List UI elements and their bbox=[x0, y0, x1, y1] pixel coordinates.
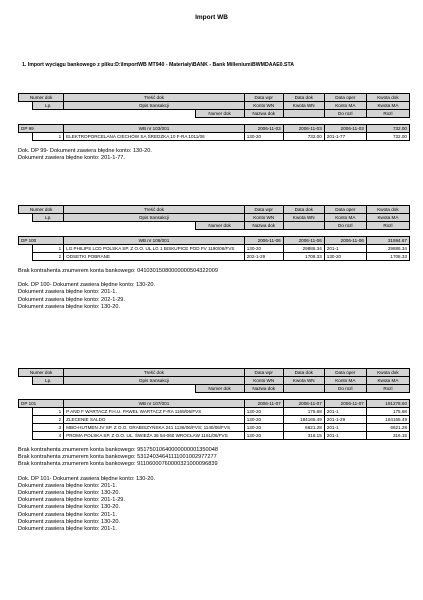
item-kwota-wn: 29886.34 bbox=[283, 245, 324, 253]
header-lp: Lp. bbox=[33, 102, 64, 110]
header-opis: Opis transakcji bbox=[64, 377, 245, 385]
header-kwota-dok: Kwota dok bbox=[366, 94, 409, 102]
message-line: Dokument zawiera błędne konto: 201-1. bbox=[18, 526, 117, 533]
item-kwota-wn: 184165.49 bbox=[283, 416, 324, 424]
item-konto-wn: 202-1-29 bbox=[244, 253, 283, 261]
item-konto-wn: 130-20 bbox=[244, 416, 283, 424]
header-data-oper: Data oper bbox=[324, 94, 366, 102]
header-data-wpr: Data wpr bbox=[244, 369, 283, 377]
doc-data-wpr: 2006-11-07 bbox=[244, 400, 283, 408]
header-do-rozl: Do rozl bbox=[324, 385, 366, 393]
doc-kwota-dok: 732.00 bbox=[366, 125, 409, 133]
header-spacer bbox=[283, 110, 324, 118]
item-indent bbox=[19, 424, 33, 432]
header-indent bbox=[19, 110, 196, 118]
header-kwota-dok: Kwota dok bbox=[366, 369, 409, 377]
header-data-dok: Data dok bbox=[283, 369, 324, 377]
header-numer-dok: Numer dok bbox=[19, 369, 64, 377]
item-lp: 1 bbox=[33, 408, 64, 416]
doc-content: WB nr 107/001 bbox=[64, 400, 245, 408]
item-konto-ma: 201-1-29 bbox=[324, 416, 366, 424]
item-indent bbox=[19, 253, 33, 261]
header-kwota-dok: Kwota dok bbox=[366, 206, 409, 214]
document-block bbox=[18, 368, 410, 533]
header-data-oper: Data oper bbox=[324, 369, 366, 377]
table-row bbox=[19, 432, 410, 440]
doc-data-oper: 2006-11-07 bbox=[324, 400, 366, 408]
header-rozl: Rozl bbox=[366, 385, 409, 393]
table-gap bbox=[19, 118, 410, 125]
item-konto-ma: 201-1 bbox=[324, 432, 366, 440]
header-rozl: Rozl bbox=[366, 222, 409, 230]
header-lp: Lp. bbox=[33, 214, 64, 222]
message-line: Brak kontrahenta znumerem konta bankowego: 95175010640000000001350048 bbox=[18, 447, 218, 453]
doc-number: DP 101 bbox=[19, 400, 64, 408]
header-tresc-dok: Treść dok bbox=[64, 206, 245, 214]
header-nazwa-dok: Nazwa dok bbox=[244, 110, 283, 118]
item-indent bbox=[19, 408, 33, 416]
document-row bbox=[19, 400, 410, 408]
header-tresc-dok: Treść dok bbox=[64, 369, 245, 377]
message-line: Brak kontrahenta znumerem konta bankowego: 91106000760000321000096839 bbox=[18, 461, 218, 468]
item-indent bbox=[19, 133, 33, 141]
header-indent bbox=[19, 222, 196, 230]
header-kwota-ma: Kwota MA bbox=[366, 214, 409, 222]
item-indent bbox=[19, 245, 33, 253]
header-kwota-wn: Kwota WN bbox=[283, 102, 324, 110]
header-numer-dok: Numer dok bbox=[19, 94, 64, 102]
table-row bbox=[19, 408, 410, 416]
header-tresc-dok: Treść dok bbox=[64, 94, 245, 102]
message-line: Dokument zawiera błędne konto: 130-20. bbox=[18, 303, 120, 310]
item-kwota-wn: 175.68 bbox=[283, 408, 324, 416]
header-kwota-wn: Kwota WN bbox=[283, 377, 324, 385]
message-line: Dok. DP 101- Dokument zawiera błędne konto: 130-20. bbox=[18, 475, 156, 482]
document-row bbox=[19, 125, 410, 133]
item-konto-wn: 130-20 bbox=[244, 408, 283, 416]
item-konto-ma: 201-1 bbox=[324, 245, 366, 253]
message-line: Dokument zawiera błędne konto: 130-20. bbox=[18, 490, 120, 497]
message-line: Dokument zawiera błędne konto: 201-1. bbox=[18, 511, 117, 518]
header-konto-ma: Konto MA bbox=[324, 102, 366, 110]
item-kwota-ma: 732.00 bbox=[366, 133, 409, 141]
table-row bbox=[19, 253, 410, 261]
item-lp: 2 bbox=[33, 416, 64, 424]
header-data-dok: Data dok bbox=[283, 206, 324, 214]
doc-content: WB nr 106/001 bbox=[64, 237, 245, 245]
doc-number: DP 100 bbox=[19, 237, 64, 245]
message-line: Dokument zawiera błędne konto: 130-20. bbox=[18, 504, 120, 511]
header-kwota-ma: Kwota MA bbox=[366, 102, 409, 110]
item-konto-ma: 130-20 bbox=[324, 253, 366, 261]
header-konto-wn: Konto WN bbox=[244, 214, 283, 222]
header-data-wpr: Data wpr bbox=[244, 94, 283, 102]
document-row bbox=[19, 237, 410, 245]
item-konto-ma: 201-1 bbox=[324, 424, 366, 432]
header-indent bbox=[19, 377, 33, 385]
table-row bbox=[19, 245, 410, 253]
item-kwota-ma: 1708.33 bbox=[366, 253, 409, 261]
table-row bbox=[19, 424, 410, 432]
doc-data-dok: 2006-11-06 bbox=[283, 237, 324, 245]
document-block bbox=[18, 205, 410, 311]
table-row bbox=[19, 133, 410, 141]
message-line: Dokument zawiera błędne konto: 201-1-29. bbox=[18, 497, 125, 504]
item-description: ZLECENIE SALDO bbox=[64, 416, 245, 424]
item-konto-ma: 201-1 bbox=[324, 408, 366, 416]
table-gap bbox=[19, 393, 410, 400]
item-indent bbox=[19, 416, 33, 424]
header-konto-ma: Konto MA bbox=[324, 214, 366, 222]
item-kwota-ma: 6621.28 bbox=[366, 424, 409, 432]
item-konto-wn: 130-20 bbox=[244, 133, 283, 141]
message-line: Dokument zawiera błędne konto: 130-20. bbox=[18, 518, 120, 525]
import-heading: 1. Import wyciągu bankowego z pliku:D:\ImportWB MT940 - Materiały\BANK - Bank Millenium\BWMDAAE0.STA bbox=[22, 62, 294, 68]
header-rozl: Rozl bbox=[366, 110, 409, 118]
item-description: ODSETKI POBRANE bbox=[64, 253, 245, 261]
page-title: Import WB bbox=[195, 14, 228, 21]
table-gap bbox=[19, 230, 410, 237]
document-block bbox=[18, 93, 410, 162]
header-numer-dok-2: Numer dok bbox=[195, 110, 244, 118]
header-konto-ma: Konto MA bbox=[324, 377, 366, 385]
item-kwota-wn: 1708.33 bbox=[283, 253, 324, 261]
header-opis: Opis transakcji bbox=[64, 102, 245, 110]
header-konto-wn: Konto WN bbox=[244, 377, 283, 385]
doc-number: DP 99 bbox=[19, 125, 64, 133]
doc-data-oper: 2006-11-06 bbox=[324, 237, 366, 245]
header-numer-dok-2: Numer dok bbox=[195, 385, 244, 393]
table-row bbox=[19, 416, 410, 424]
item-lp: 2 bbox=[33, 253, 64, 261]
item-lp: 1 bbox=[33, 133, 64, 141]
message-line: Dok. DP 100- Dokument zawiera błędne konto: 130-20. bbox=[18, 282, 156, 289]
item-kwota-ma: 184165.49 bbox=[366, 416, 409, 424]
doc-data-dok: 2006-11-03 bbox=[283, 125, 324, 133]
item-kwota-ma: 316.15 bbox=[366, 432, 409, 440]
message-line: Dokument zawiera błędne konto: 202-1-29. bbox=[18, 296, 125, 303]
header-nazwa-dok: Nazwa dok bbox=[244, 385, 283, 393]
header-indent bbox=[19, 214, 33, 222]
report-table bbox=[18, 93, 410, 141]
item-lp: 1 bbox=[33, 245, 64, 253]
item-description: ELEKTROPORCELANA CIECHÓW SA ŚREDZKA 10 F-RA 1011/06 bbox=[64, 133, 245, 141]
item-description: LG PHILIPS LCD POLSKA SP. Z O.O. UL.LG 1 BISKUPICE POD FV 1190/06/FVS bbox=[64, 245, 245, 253]
item-lp: 4 bbox=[33, 432, 64, 440]
header-do-rozl: Do rozl bbox=[324, 110, 366, 118]
header-kwota-wn: Kwota WN bbox=[283, 214, 324, 222]
doc-data-dok: 2006-11-07 bbox=[283, 400, 324, 408]
header-kwota-ma: Kwota MA bbox=[366, 377, 409, 385]
header-nazwa-dok: Nazwa dok bbox=[244, 222, 283, 230]
item-konto-wn: 130-20 bbox=[244, 245, 283, 253]
item-description: P AND F WARTACZ P.H.U. PAWEŁ WARTACZ F-RA 1169/06/FVS bbox=[64, 408, 245, 416]
item-konto-wn: 130-20 bbox=[244, 424, 283, 432]
item-kwota-ma: 29886.34 bbox=[366, 245, 409, 253]
doc-kwota-dok: 191278.60 bbox=[366, 400, 409, 408]
item-kwota-wn: 316.15 bbox=[283, 432, 324, 440]
item-description: PROMA POLSKA SP. Z O.O. UL. ŚWIEŻA 36 54-060 WROCŁAW 1161/06/FVS bbox=[64, 432, 245, 440]
item-konto-ma: 201-1-77 bbox=[324, 133, 366, 141]
header-data-dok: Data dok bbox=[283, 94, 324, 102]
message-line: Dok. DP 99- Dokument zawiera błędne konto: 130-20. bbox=[18, 148, 152, 154]
report-table bbox=[18, 368, 410, 440]
header-data-oper: Data oper bbox=[324, 206, 366, 214]
item-description: MBO-HUTMEN JV SP. Z O.O. GRABISZYŃSKA 241 1136/06/FVS; 1140/06/FVS bbox=[64, 424, 245, 432]
header-data-wpr: Data wpr bbox=[244, 206, 283, 214]
message-line: Dokument zawiera błędne konto: 201-1. bbox=[18, 289, 117, 296]
header-numer-dok: Numer dok bbox=[19, 206, 64, 214]
header-opis: Opis transakcji bbox=[64, 214, 245, 222]
header-indent bbox=[19, 102, 33, 110]
message-line: Brak kontrahenta znumerem konta bankowego: 53124034641111001002977277 bbox=[18, 454, 217, 461]
item-kwota-ma: 175.68 bbox=[366, 408, 409, 416]
doc-data-wpr: 2006-11-03 bbox=[244, 125, 283, 133]
item-lp: 3 bbox=[33, 424, 64, 432]
item-kwota-wn: 732.00 bbox=[283, 133, 324, 141]
header-konto-wn: Konto WN bbox=[244, 102, 283, 110]
doc-content: WB nr 103/001 bbox=[64, 125, 245, 133]
message-line: Dokument zawiera błędne konto: 201-1-77. bbox=[18, 155, 125, 162]
header-lp: Lp. bbox=[33, 377, 64, 385]
header-do-rozl: Do rozl bbox=[324, 222, 366, 230]
doc-kwota-dok: 31594.67 bbox=[366, 237, 409, 245]
header-spacer bbox=[283, 385, 324, 393]
message-line: Dokument zawiera błędne konto: 201-1. bbox=[18, 482, 117, 489]
doc-data-wpr: 2006-11-06 bbox=[244, 237, 283, 245]
header-indent bbox=[19, 385, 196, 393]
item-kwota-wn: 6621.28 bbox=[283, 424, 324, 432]
item-konto-wn: 130-20 bbox=[244, 432, 283, 440]
report-table bbox=[18, 205, 410, 261]
message-line: Brak kontrahenta znumerem konta bankowego: 04103015080000000504322009 bbox=[18, 268, 218, 274]
header-spacer bbox=[283, 222, 324, 230]
header-numer-dok-2: Numer dok bbox=[195, 222, 244, 230]
item-indent bbox=[19, 432, 33, 440]
doc-data-oper: 2006-11-03 bbox=[324, 125, 366, 133]
